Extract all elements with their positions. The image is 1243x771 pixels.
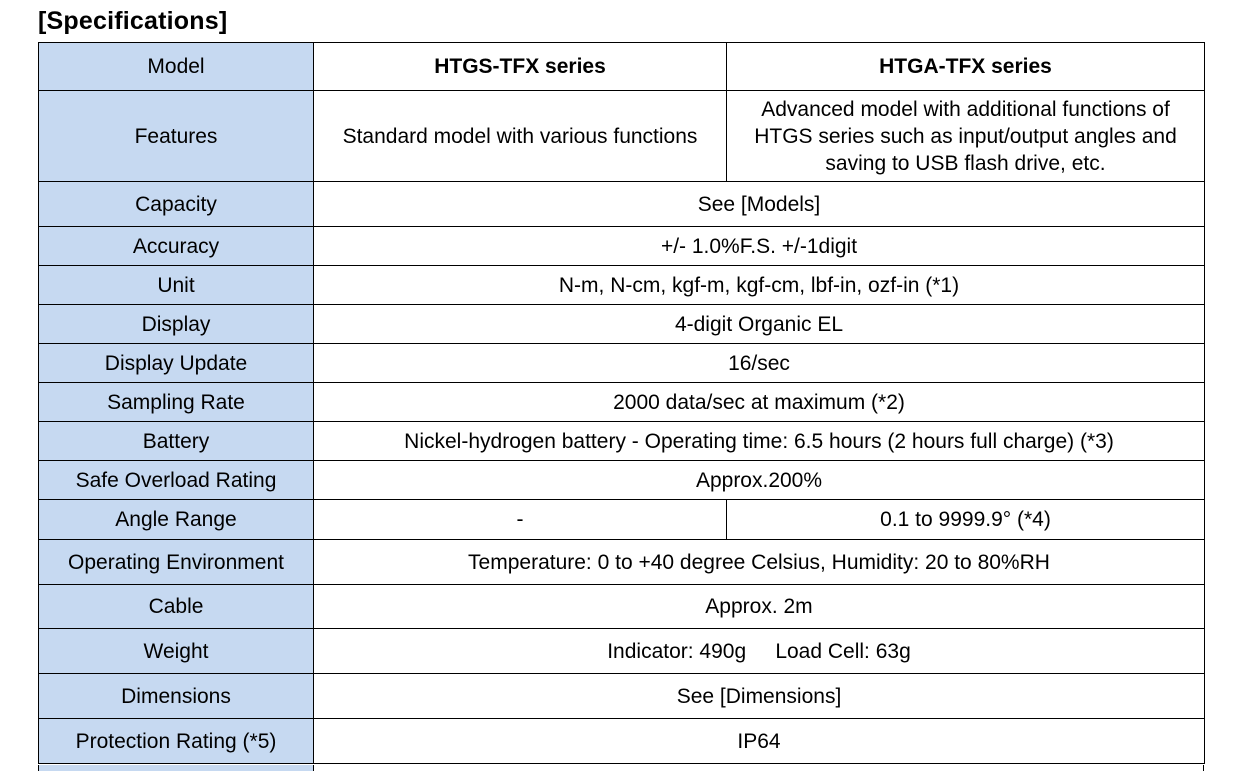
row-label-accuracy: Accuracy	[39, 227, 314, 266]
display-value: 4-digit Organic EL	[314, 305, 1205, 344]
table-row	[39, 629, 1205, 674]
angle-range-htga-value: 0.1 to 9999.9° (*4)	[727, 500, 1205, 540]
safe-overload-value: Approx.200%	[314, 461, 1205, 500]
weight-value: Indicator: 490g Load Cell: 63g	[314, 629, 1205, 674]
operating-environment-value: Temperature: 0 to +40 degree Celsius, Humidity: 20 to 80%RH	[314, 540, 1205, 585]
table-row	[39, 227, 1205, 266]
row-label-capacity: Capacity	[39, 182, 314, 227]
table-row	[39, 719, 1205, 764]
features-htga-value: Advanced model with additional functions of HTGS series such as input/output angles and saving to USB flash drive, etc.	[727, 91, 1205, 182]
sampling-rate-value: 2000 data/sec at maximum (*2)	[314, 383, 1205, 422]
row-label-features: Features	[39, 91, 314, 182]
table-row	[39, 674, 1205, 719]
table-row-angle-range	[39, 500, 1205, 540]
features-htgs-value: Standard model with various functions	[314, 91, 727, 182]
unit-value: N-m, N-cm, kgf-m, kgf-cm, lbf-in, ozf-in (*1)	[314, 266, 1205, 305]
table-row-features	[39, 91, 1205, 182]
specifications-table	[38, 42, 1205, 764]
row-label-unit: Unit	[39, 266, 314, 305]
capacity-value: See [Models]	[314, 182, 1205, 227]
model-htga-header: HTGA-TFX series	[727, 43, 1205, 91]
next-row-partial	[38, 765, 1204, 771]
table-row-model	[39, 43, 1205, 91]
row-label-protection-rating: Protection Rating (*5)	[39, 719, 314, 764]
table-row	[39, 182, 1205, 227]
table-row	[39, 422, 1205, 461]
table-row	[39, 461, 1205, 500]
next-row-label-partial	[39, 765, 314, 771]
battery-value: Nickel-hydrogen battery - Operating time: 6.5 hours (2 hours full charge) (*3)	[314, 422, 1205, 461]
specifications-heading: [Specifications]	[38, 7, 228, 35]
table-row	[39, 383, 1205, 422]
row-label-model: Model	[39, 43, 314, 91]
table-row	[39, 585, 1205, 629]
cable-value: Approx. 2m	[314, 585, 1205, 629]
row-label-cable: Cable	[39, 585, 314, 629]
accuracy-value: +/- 1.0%F.S. +/-1digit	[314, 227, 1205, 266]
table-row	[39, 266, 1205, 305]
row-label-angle-range: Angle Range	[39, 500, 314, 540]
table-row	[39, 344, 1205, 383]
row-label-display-update: Display Update	[39, 344, 314, 383]
dimensions-value: See [Dimensions]	[314, 674, 1205, 719]
row-label-sampling-rate: Sampling Rate	[39, 383, 314, 422]
table-row	[39, 305, 1205, 344]
model-htgs-header: HTGS-TFX series	[314, 43, 727, 91]
display-update-value: 16/sec	[314, 344, 1205, 383]
row-label-operating-environment: Operating Environment	[39, 540, 314, 585]
protection-rating-value: IP64	[314, 719, 1205, 764]
table-row	[39, 540, 1205, 585]
row-label-display: Display	[39, 305, 314, 344]
row-label-safe-overload: Safe Overload Rating	[39, 461, 314, 500]
row-label-battery: Battery	[39, 422, 314, 461]
row-label-dimensions: Dimensions	[39, 674, 314, 719]
row-label-weight: Weight	[39, 629, 314, 674]
angle-range-htgs-value: -	[314, 500, 727, 540]
